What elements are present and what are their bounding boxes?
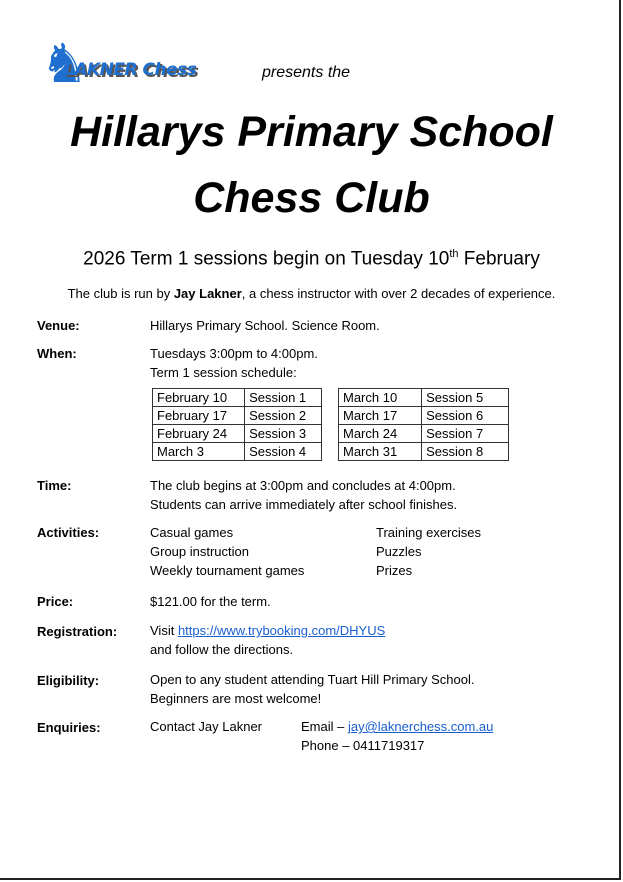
session-date: March 3 [153, 443, 245, 461]
phone-number: Phone – 0411719317 [301, 738, 425, 753]
activity-item: Group instruction [150, 544, 249, 559]
time-line-1: The club begins at 3:00pm and concludes at 4:00pm. [150, 478, 456, 493]
session-number: Session 3 [245, 425, 322, 443]
when-line-2: Term 1 session schedule: [150, 365, 297, 380]
schedule-row [153, 407, 322, 425]
venue-label: Venue: [37, 318, 80, 333]
session-number: Session 5 [422, 389, 509, 407]
visit-text: Visit [150, 623, 178, 638]
session-number: Session 4 [245, 443, 322, 461]
session-date: March 31 [339, 443, 422, 461]
activities-label: Activities: [37, 525, 100, 540]
enquiries-label: Enquiries: [37, 720, 101, 735]
intro-post: , a chess instructor with over 2 decades of experience. [241, 286, 556, 301]
intro-pre: The club is run by [67, 286, 174, 301]
schedule-row [153, 425, 322, 443]
schedule-table-left [152, 388, 322, 461]
session-number: Session 8 [422, 443, 509, 461]
session-date: March 10 [339, 389, 422, 407]
session-date: March 24 [339, 425, 422, 443]
time-line-2: Students can arrive immediately after school finishes. [150, 497, 458, 512]
activities-right [376, 523, 481, 580]
intro [0, 286, 623, 301]
session-date: February 24 [153, 425, 245, 443]
when-label: When: [37, 346, 77, 361]
activity-item: Weekly tournament games [150, 563, 305, 578]
price-value: $121.00 for the term. [150, 594, 271, 609]
email-link[interactable]: jay@laknerchess.com.au [347, 719, 494, 734]
time-label: Time: [37, 478, 72, 493]
email-label: Email – [301, 719, 348, 734]
eligibility-line-2: Beginners are most welcome! [150, 691, 322, 706]
time-value [150, 476, 457, 514]
session-number: Session 6 [422, 407, 509, 425]
registration-label: Registration: [37, 624, 118, 639]
eligibility-line-1: Open to any student attending Tuart Hill Primary School. [150, 672, 475, 687]
logo-text: LAKNER Chess [64, 60, 197, 80]
schedule-row [339, 443, 509, 461]
subtitle-sup: th [449, 248, 459, 260]
lakner-chess-logo [40, 34, 215, 98]
schedule-row [339, 407, 509, 425]
session-date: February 10 [153, 389, 245, 407]
when-value [150, 344, 318, 382]
schedule-row [339, 389, 509, 407]
subtitle-month: February [458, 248, 540, 270]
session-number: Session 1 [245, 389, 322, 407]
subtitle-text: 2026 Term 1 sessions begin on Tuesday 10 [83, 248, 450, 270]
when-line-1: Tuesdays 3:00pm to 4:00pm. [150, 346, 318, 361]
title-line-1: Hillarys Primary School [70, 108, 553, 156]
schedule-row [339, 425, 509, 443]
eligibility-label: Eligibility: [37, 673, 100, 688]
schedule-row [153, 389, 322, 407]
session-date: March 17 [339, 407, 422, 425]
activity-item: Casual games [150, 525, 234, 540]
registration-value [150, 621, 385, 659]
price-label: Price: [37, 594, 74, 609]
session-number: Session 7 [422, 425, 509, 443]
instructor-name: Jay Lakner [173, 286, 242, 301]
activities-left [150, 523, 304, 580]
title-line-2: Chess Club [193, 174, 430, 222]
enquiries-contact: Contact Jay Lakner [150, 719, 263, 734]
session-date: February 17 [153, 407, 245, 425]
activity-item: Training exercises [376, 525, 482, 540]
schedule-row [153, 443, 322, 461]
knight-icon: ♞ [40, 34, 89, 94]
registration-line-2: and follow the directions. [150, 642, 294, 657]
registration-link[interactable]: https://www.trybooking.com/DHYUS [177, 623, 386, 638]
eligibility-value [150, 670, 474, 708]
presents-text: presents the [262, 64, 351, 81]
activity-item: Puzzles [376, 544, 422, 559]
activity-item: Prizes [376, 563, 413, 578]
enquiries-details [301, 717, 493, 755]
session-number: Session 2 [245, 407, 322, 425]
subtitle [0, 248, 623, 270]
schedule-table-right [338, 388, 509, 461]
venue-value: Hillarys Primary School. Science Room. [150, 318, 380, 333]
